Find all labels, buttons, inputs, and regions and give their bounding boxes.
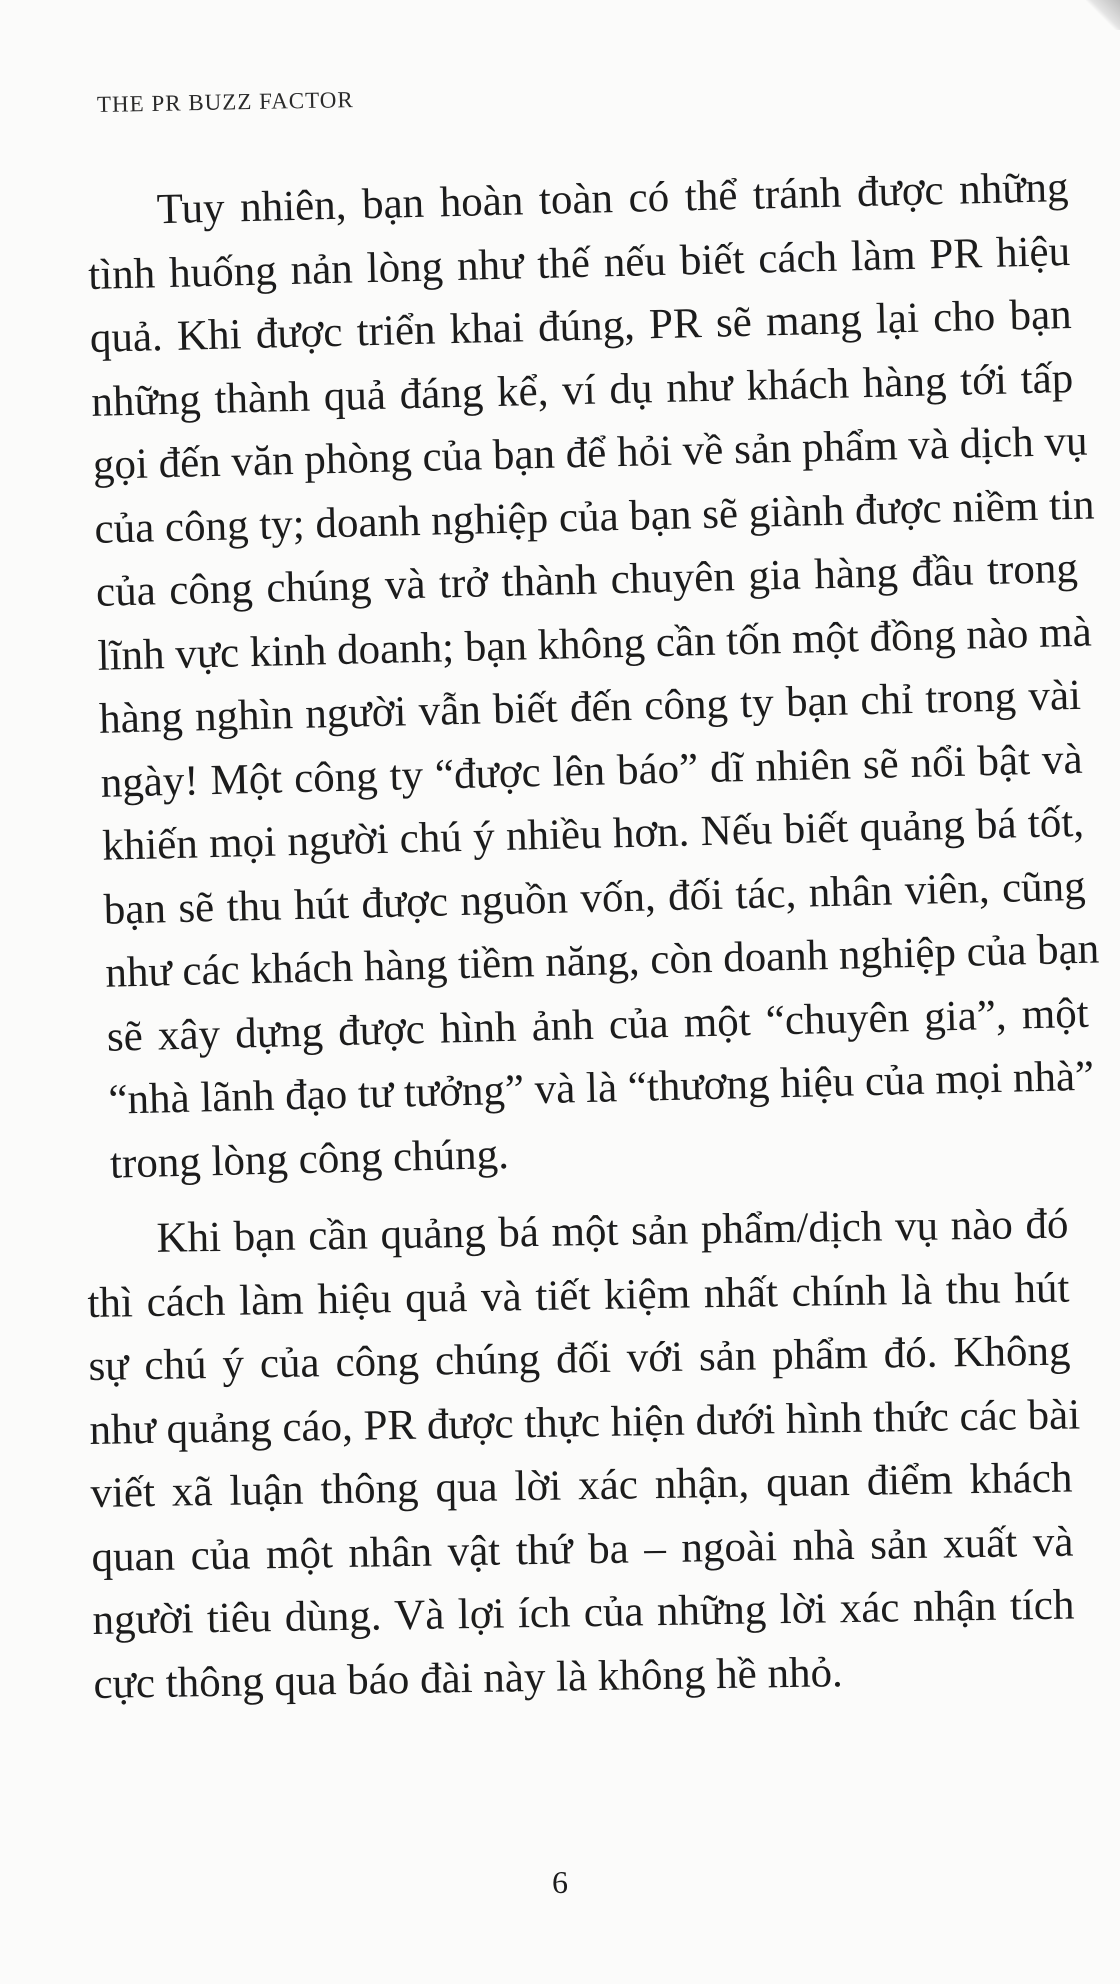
text-line: cực thông qua báo đài này là không hề nhỏ. xyxy=(93,1648,844,1708)
text-line: tình huống nản lòng như thế nếu biết cách làm PR hiệu xyxy=(87,227,1071,299)
text-line: người tiêu dùng. Và lợi ích của những lời xác nhận tích xyxy=(92,1581,1075,1644)
text-line: bạn sẽ thu hút được nguồn vốn, đối tác, nhân viên, cũng xyxy=(103,862,1087,934)
text-line: viết xã luận thông qua lời xác nhận, quan điểm khách xyxy=(90,1454,1073,1517)
text-line: khiến mọi người chú ý nhiều hơn. Nếu biết quảng bá tốt, xyxy=(101,798,1085,870)
text-line: hàng nghìn người vẫn biết đến công ty bạn chỉ trong vài xyxy=(98,671,1082,743)
paragraph-1 xyxy=(86,156,1100,1196)
text-line: quan của một nhân vật thứ ba – ngoài nhà sản xuất và xyxy=(91,1518,1074,1581)
text-line: của công chúng và trở thành chuyên gia hàng đầu trong xyxy=(95,544,1079,616)
text-line: quả. Khi được triển khai đúng, PR sẽ mang lại cho bạn xyxy=(89,290,1073,362)
text-line: sẽ xây dựng được hình ảnh của một “chuyên gia”, một xyxy=(106,989,1090,1061)
text-line: sự chú ý của công chúng đối với sản phẩm đó. Không xyxy=(88,1327,1071,1390)
text-line: những thành quả đáng kể, ví dụ như khách hàng tới tấp xyxy=(90,354,1074,426)
text-line: “nhà lãnh đạo tư tưởng” và là “thương hiệu của mọi nhà” xyxy=(107,1052,1095,1124)
running-header: THE PR BUZZ FACTOR xyxy=(96,87,354,117)
page-corner-fold xyxy=(1086,0,1120,30)
text-line: thì cách làm hiệu quả và tiết kiệm nhất chính là thu hút xyxy=(87,1264,1070,1327)
text-line: như các khách hàng tiềm năng, còn doanh nghiệp của bạn xyxy=(104,925,1100,997)
text-line: trong lòng công chúng. xyxy=(109,1130,510,1188)
text-line: của công ty; doanh nghiệp của bạn sẽ giành được niềm tin xyxy=(93,480,1095,553)
text-line: như quảng cáo, PR được thực hiện dưới hình thức các bài xyxy=(89,1390,1081,1454)
text-line: Tuy nhiên, bạn hoàn toàn có thể tránh được những xyxy=(156,164,1070,234)
text-line: gọi đến văn phòng của bạn để hỏi về sản phẩm và dịch vụ xyxy=(92,417,1088,489)
paragraph-2 xyxy=(86,1193,1081,1716)
text-line: lĩnh vực kinh doanh; bạn không cần tốn một đồng nào mà xyxy=(97,608,1093,680)
text-line: Khi bạn cần quảng bá một sản phẩm/dịch vụ nào đó xyxy=(156,1200,1069,1262)
text-line: ngày! Một công ty “được lên báo” dĩ nhiên sẽ nổi bật và xyxy=(100,735,1084,807)
page-number: 6 xyxy=(552,1864,568,1900)
